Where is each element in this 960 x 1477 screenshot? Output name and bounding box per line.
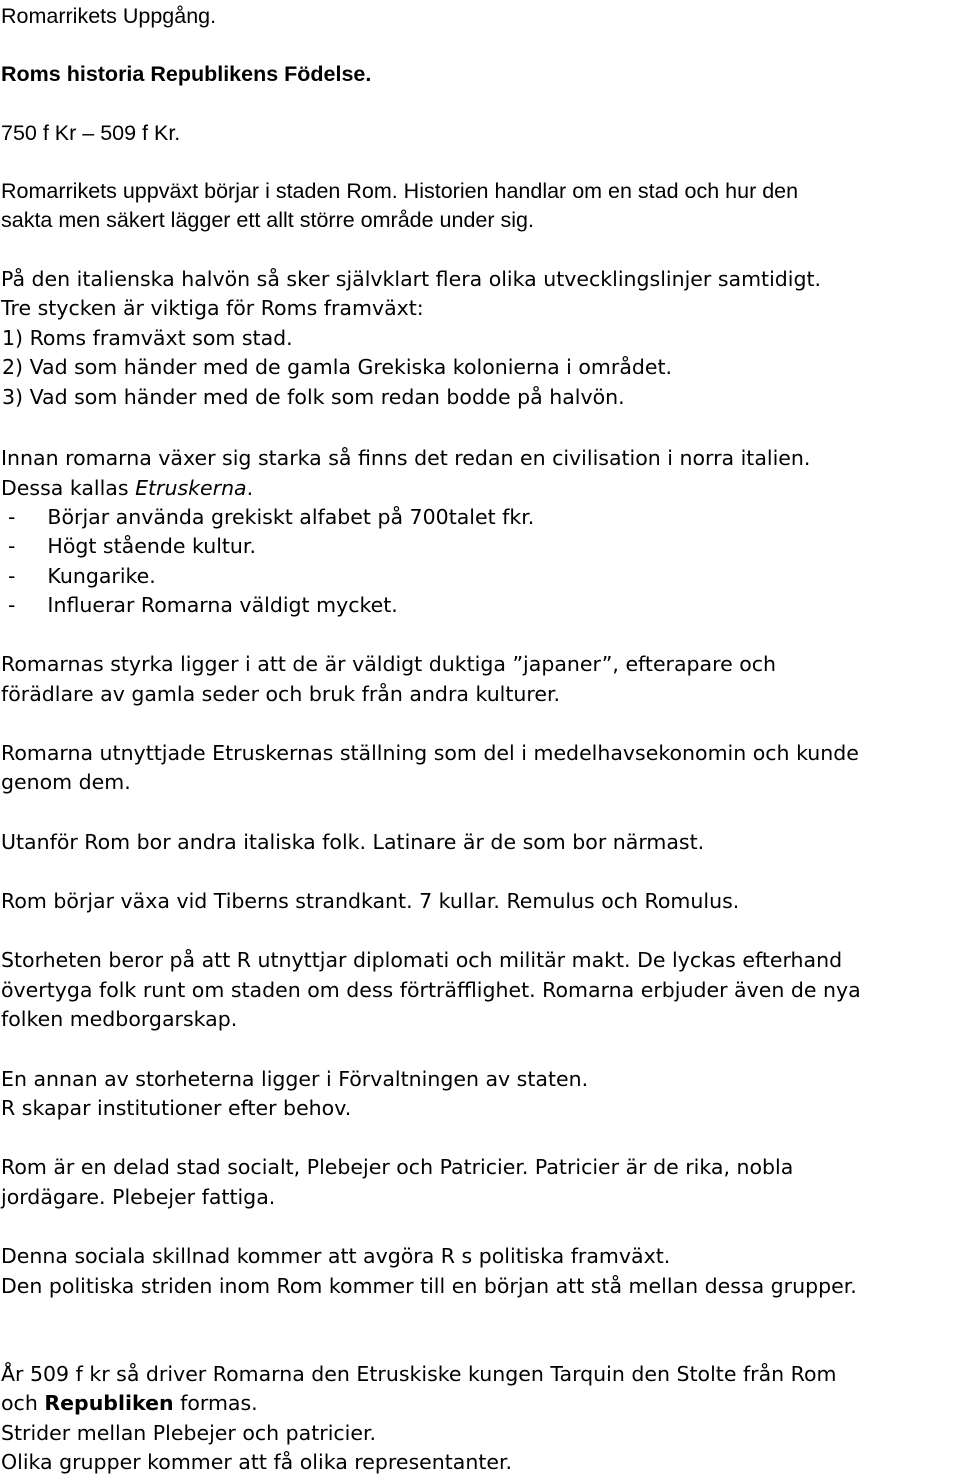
groups-line: Olika grupper kommer att få olika representanter.: [1, 1450, 513, 1474]
bullet-item: [8, 532, 256, 561]
document-title: Romarrikets Uppgång.: [1, 4, 217, 28]
list-number: 1): [2, 326, 24, 350]
economy-line-2: genom dem.: [1, 770, 131, 794]
bullet-dash: -: [8, 564, 16, 588]
greatness-line-2: övertyga folk runt om staden om dess förträfflighet. Romarna erbjuder även de nya: [1, 978, 861, 1002]
divided-line-1: Rom är en delad stad socialt, Plebejer och Patricier. Patricier är de rika, nobla: [1, 1155, 794, 1179]
peninsula-paragraph: På den italienska halvön så sker självklart flera olika utvecklingslinjer samtidigt.: [1, 267, 822, 291]
period-line: 750 f Kr – 509 f Kr.: [1, 121, 181, 145]
list-item: [2, 383, 625, 412]
republic-line-1: År 509 f kr så driver Romarna den Etruskiske kungen Tarquin den Stolte från Rom: [1, 1362, 837, 1386]
list-number: 3): [2, 385, 24, 409]
greatness-line-1: Storheten beror på att R utnyttjar diplomati och militär makt. De lyckas efterhand: [1, 948, 843, 972]
list-item: [2, 353, 672, 382]
bullet-dash: -: [8, 505, 16, 529]
bullet-dash: -: [8, 593, 16, 617]
republic-bold: Republiken: [44, 1391, 174, 1415]
bullet-item: [8, 503, 534, 532]
difference-line-1: Denna sociala skillnad kommer att avgöra R s politiska framväxt.: [1, 1244, 671, 1268]
difference-line-2: Den politiska striden inom Rom kommer till en början att stå mellan dessa grupper.: [1, 1274, 857, 1298]
tiber-paragraph: Rom börjar växa vid Tiberns strandkant. 7 kullar. Remulus och Romulus.: [1, 889, 740, 913]
list-text: Vad som händer med de gamla Grekiska kolonierna i området.: [29, 355, 673, 379]
bullet-text: Kungarike.: [47, 564, 156, 588]
bullet-text: Influerar Romarna väldigt mycket.: [47, 593, 398, 617]
list-item: [2, 324, 293, 353]
etruscans-name: Etruskerna: [135, 476, 247, 500]
republic-line-2: [1, 1389, 258, 1418]
etruscans-period: .: [246, 476, 254, 500]
list-text: Roms framväxt som stad.: [29, 326, 293, 350]
divided-line-2: jordägare. Plebejer fattiga.: [1, 1185, 276, 1209]
administration-line-1: En annan av storheterna ligger i Förvaltningen av staten.: [1, 1067, 589, 1091]
bullet-item: [8, 591, 398, 620]
economy-line-1: Romarna utnyttjade Etruskernas ställning som del i medelhavsekonomin och kunde: [1, 741, 859, 765]
bullet-text: Högt stående kultur.: [47, 534, 256, 558]
bullet-text: Börjar använda grekiskt alfabet på 700talet fkr.: [47, 505, 535, 529]
struggles-line: Strider mellan Plebejer och patricier.: [1, 1421, 377, 1445]
administration-line-2: R skapar institutioner efter behov.: [1, 1096, 352, 1120]
intro-line-2: sakta men säkert lägger ett allt större område under sig.: [1, 208, 534, 232]
etruscans-called: Dessa kallas: [1, 476, 136, 500]
republic-post: formas.: [173, 1391, 258, 1415]
document-heading: Roms historia Republikens Födelse.: [1, 62, 372, 86]
list-number: 2): [2, 355, 24, 379]
republic-pre: och: [1, 1391, 45, 1415]
three-intro: Tre stycken är viktiga för Roms framväxt:: [1, 296, 424, 320]
bullet-dash: -: [8, 534, 16, 558]
list-text: Vad som händer med de folk som redan bodde på halvön.: [29, 385, 625, 409]
greatness-line-3: folken medborgarskap.: [1, 1007, 238, 1031]
intro-line-1: Romarrikets uppväxt börjar i staden Rom. Historien handlar om en stad och hur den: [1, 179, 799, 203]
strength-line-2: förädlare av gamla seder och bruk från andra kulturer.: [1, 682, 561, 706]
etruscans-called-line: [1, 474, 253, 503]
bullet-item: [8, 562, 156, 591]
etruscans-intro: Innan romarna växer sig starka så finns det redan en civilisation i norra italien.: [1, 446, 811, 470]
strength-line-1: Romarnas styrka ligger i att de är väldigt duktiga ”japaner”, efterapare och: [1, 652, 777, 676]
latins-paragraph: Utanför Rom bor andra italiska folk. Latinare är de som bor närmast.: [1, 830, 705, 854]
